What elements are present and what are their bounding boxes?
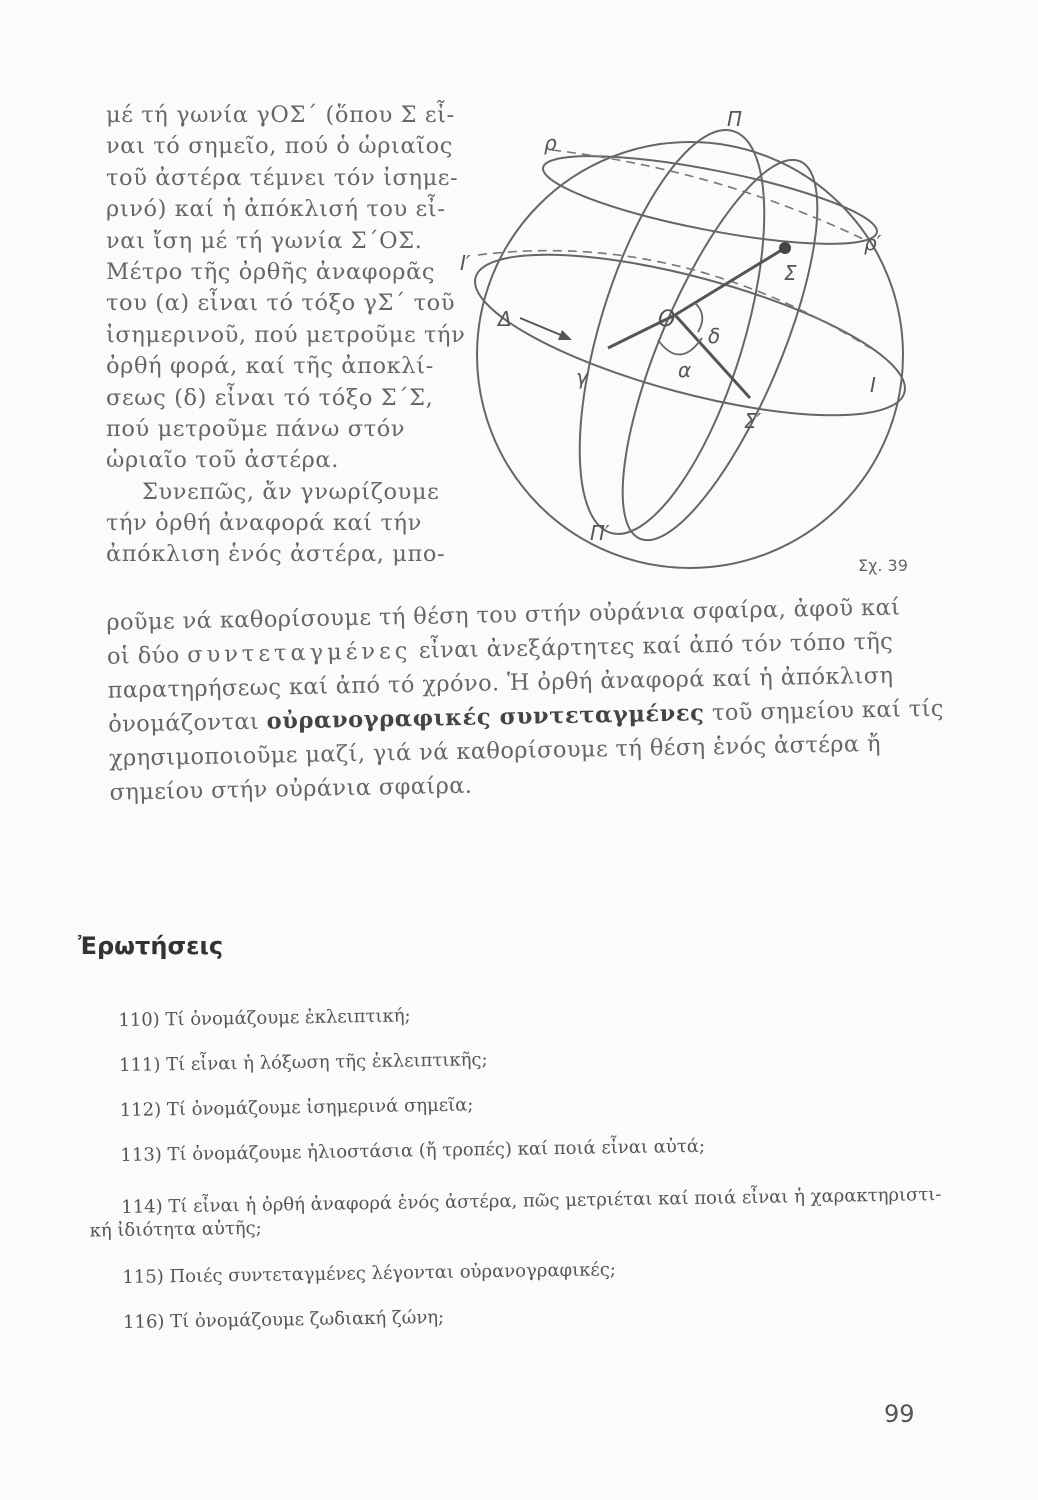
label-rho-prime: ρ′	[864, 231, 882, 255]
section-title: Ἐρωτήσεις	[78, 932, 224, 960]
star-point	[779, 242, 791, 254]
text-line: χρησιμοποιοῦμε μαζί, γιά νά καθορίσουμε τή θέση ἑνός ἀστέρα ἤ	[108, 730, 882, 772]
label-alpha-arc: α	[678, 358, 692, 382]
text-line: του (α) εἶναι τό τόξο γΣ΄ τοῦ	[106, 290, 456, 317]
full-width-paragraph	[92, 590, 945, 810]
text-line: ὡριαῖο τοῦ ἀστέρα.	[106, 447, 339, 474]
text-line: ρινό) καί ἡ ἀπόκλισή του εἶ-	[106, 196, 446, 223]
page-number: 99	[884, 1400, 915, 1428]
text-line: σεως (δ) εἶναι τό τόξο Σ΄Σ,	[106, 384, 434, 411]
celestial-sphere-diagram	[440, 100, 930, 590]
radius-to-sigma	[675, 248, 785, 315]
label-sigma: Σ	[784, 261, 797, 285]
text-line: ἀπόκλιση ἑνός ἀστέρα, μπο-	[106, 541, 446, 568]
delta-arc	[695, 303, 702, 332]
text-line: μέ τή γωνία γΟΣ΄ (ὅπου Σ εἶ-	[106, 102, 455, 128]
question-item: 116) Τί ὀνομάζουμε ζωδιακή ζώνη;	[122, 1306, 445, 1333]
label-center-o: Ο	[658, 307, 676, 332]
question-item: 115) Ποιές συντεταγμένες λέγονται οὐρανογραφικές;	[122, 1259, 617, 1288]
text-line: παρατηρήσεως καί ἀπό τό χρόνο. Ἡ ὀρθή ἀναφορά καί ἡ ἀπόκλιση	[107, 662, 894, 704]
text-fragment: οἱ δύο	[106, 642, 188, 670]
label-rho: ρ	[544, 131, 557, 155]
text-fragment: τοῦ σημείου καί τίς	[704, 695, 945, 727]
parallel-ellipse	[537, 138, 882, 262]
questions-list	[89, 985, 953, 1345]
question-item: 110) Τί ὀνομάζουμε ἐκλειπτική;	[118, 1005, 411, 1031]
question-item	[89, 1172, 952, 1255]
text-line: ἰσημερινοῦ, πού μετροῦμε τήν	[106, 321, 466, 348]
text-line: ναι τό σημεῖο, πού ὁ ὡριαῖος	[106, 133, 454, 160]
text-fragment: εἶναι ἀνεξάρτητες καί ἀπό τόν τόπο τῆς	[411, 628, 894, 664]
equator-ellipse	[461, 222, 920, 449]
question-text: 114) Τί εἶναι ἡ ὀρθή ἀναφορά ἑνός ἀστέρα, πῶς μετριέται καί ποιά εἶναι ἡ χαρακτηριστι-	[121, 1184, 942, 1218]
text-line: ροῦμε νά καθορίσουμε τή θέση του στήν οὐράνια σφαίρα, ἀφοῦ καί	[106, 594, 901, 636]
text-line: ὀρθή φορά, καί τῆς ἀποκλί-	[106, 353, 434, 380]
text-line: τοῦ ἀστέρα τέμνει τόν ἰσημε-	[106, 164, 459, 191]
question-item: 111) Τί εἶναι ἡ λόξωση τῆς ἐκλειπτικῆς;	[118, 1049, 488, 1076]
question-item: 113) Τί ὀνομάζουμε ἡλιοστάσια (ἤ τροπές) καί ποιά εἶναι αὐτά;	[120, 1135, 706, 1166]
meridian-ellipse	[542, 110, 803, 554]
label-delta-arc: δ	[708, 324, 721, 348]
column-paragraph	[106, 100, 466, 571]
text-line: τήν ὀρθή ἀναφορά καί τήν	[106, 510, 422, 537]
text-line: πού μετροῦμε πάνω στόν	[106, 415, 406, 442]
label-gamma: γ	[576, 365, 588, 389]
text-line: Μέτρο τῆς ὀρθῆς ἀναφορᾶς	[106, 258, 436, 285]
spaced-term: συντεταγμένες	[186, 637, 412, 669]
figure-caption: Σχ. 39	[858, 556, 908, 575]
label-delta-direction: Δ	[498, 307, 512, 331]
label-sigma-prime: Σ′	[744, 409, 762, 433]
alpha-arc	[658, 338, 702, 355]
label-pole-south: Π′	[590, 521, 610, 545]
celestial-sphere-figure	[440, 100, 930, 590]
label-equator-left: Ι′	[460, 251, 471, 275]
label-pole-north: Π	[727, 107, 743, 131]
text-line: Συνεπῶς, ἄν γνωρίζουμε	[142, 478, 440, 505]
text-fragment: ὀνομάζονται	[108, 708, 267, 738]
question-continuation: κή ἰδιότητα αὐτῆς;	[89, 1217, 262, 1242]
label-equator-right: Ι	[870, 373, 876, 397]
hour-circle	[585, 138, 856, 562]
text-line: σημείου στήν οὐράνια σφαίρα.	[109, 772, 473, 806]
direction-arrowhead	[558, 330, 572, 340]
text-line: ναι ἴση μέ τή γωνία Σ΄ΟΣ.	[106, 227, 423, 254]
bold-term: οὐρανογραφικές συντεταγμένες	[266, 700, 705, 735]
question-item: 112) Τί ὀνομάζουμε ἰσημερινά σημεῖα;	[119, 1094, 474, 1121]
